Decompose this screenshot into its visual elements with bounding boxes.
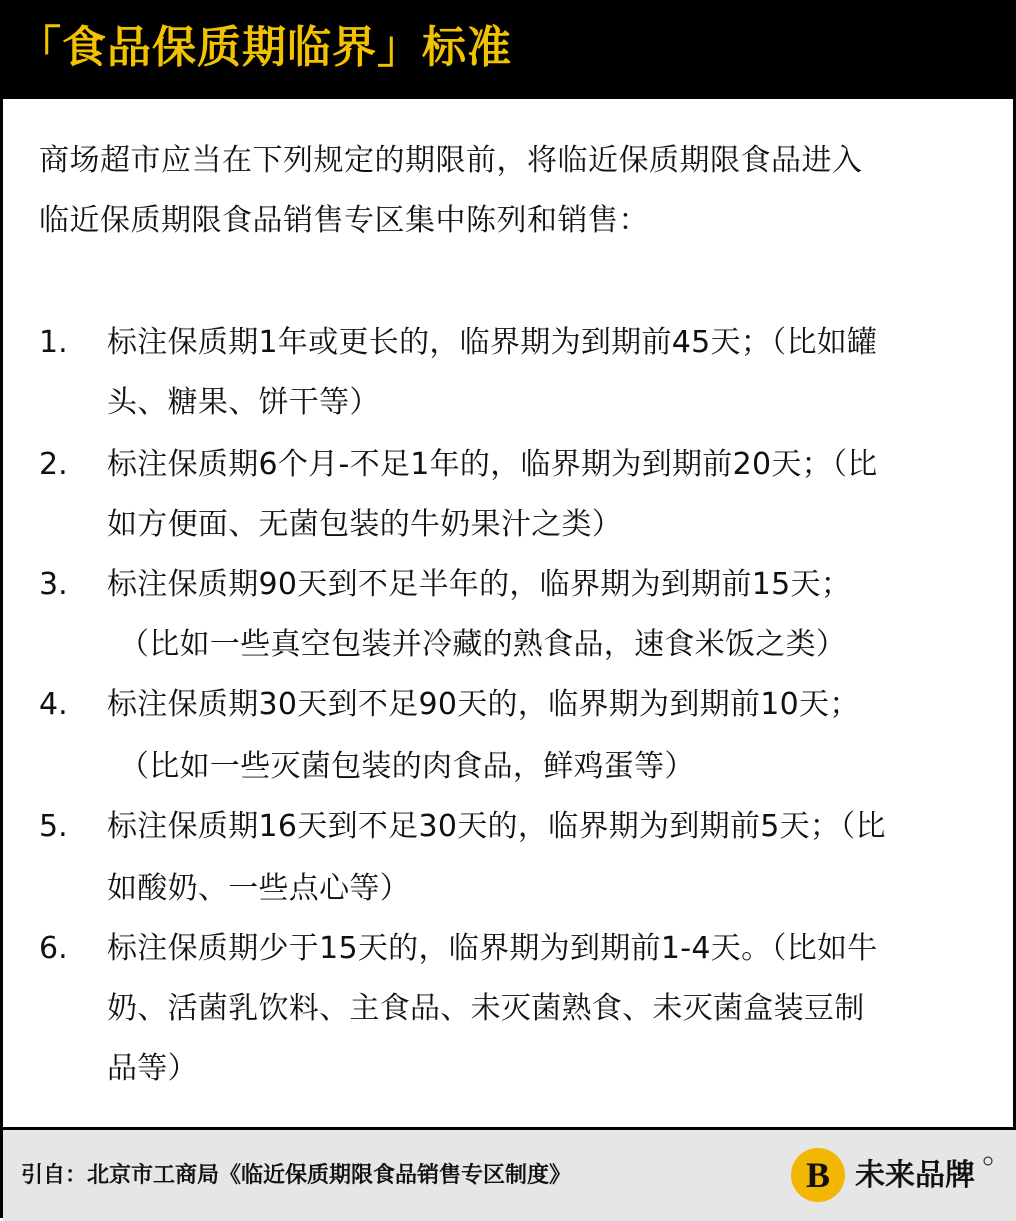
list-item-line: 标注保质期30天到不足90天的，临界期为到期前10天； xyxy=(107,687,860,722)
list-item-line: 如酸奶、一些点心等） xyxy=(107,871,410,906)
list-item-line: 如方便面、无菌包装的牛奶果汁之类） xyxy=(107,507,623,542)
list-item-line: 标注保质期6个月-不足1年的，临界期为到期前20天；（比 xyxy=(107,447,878,482)
list-item-line: 标注保质期90天到不足半年的，临界期为到期前15天； xyxy=(107,567,852,602)
list-item-line: 标注保质期少于15天的，临界期为到期前1-4天。（比如牛 xyxy=(107,931,878,966)
list-item-number: 2. xyxy=(39,447,68,482)
list-item-line: （比如一些真空包装并冷藏的熟食品，速食米饭之类） xyxy=(119,627,847,662)
list-item-line: 品等） xyxy=(107,1051,198,1086)
page-title: 「食品保质期临界」标准 xyxy=(17,22,512,73)
list-item-number: 6. xyxy=(39,931,68,966)
list-item-number: 3. xyxy=(39,567,68,602)
trademark-icon xyxy=(983,1156,993,1166)
intro-line-1: 商场超市应当在下列规定的期限前，将临近保质期限食品进入 xyxy=(39,143,863,178)
list-item-number: 5. xyxy=(39,809,68,844)
list-item-line: 标注保质期16天到不足30天的，临界期为到期前5天；（比 xyxy=(107,809,886,844)
list-item-line: 头、糖果、饼干等） xyxy=(107,385,380,420)
brand-name: 未来品牌 xyxy=(855,1158,975,1193)
list-item-number: 1. xyxy=(39,325,68,360)
intro-line-2: 临近保质期限食品销售专区集中陈列和销售： xyxy=(39,203,649,238)
header-bar xyxy=(3,3,1016,99)
list-item-line: 标注保质期1年或更长的，临界期为到期前45天；（比如罐 xyxy=(107,325,878,360)
footer-bar xyxy=(3,1127,1016,1221)
list-item-number: 4. xyxy=(39,687,68,722)
list-item-line: （比如一些灭菌包装的肉食品，鲜鸡蛋等） xyxy=(119,749,695,784)
brand-block xyxy=(789,1146,999,1206)
list-item-line: 奶、活菌乳饮料、主食品、未灭菌熟食、未灭菌盒装豆制 xyxy=(107,991,865,1026)
brand-logo-letter: B xyxy=(805,1155,831,1195)
content-area xyxy=(3,99,1016,1127)
brand-logo-icon xyxy=(789,1146,847,1204)
source-citation: 引自：北京市工商局《临近保质期限食品销售专区制度》 xyxy=(21,1163,572,1188)
